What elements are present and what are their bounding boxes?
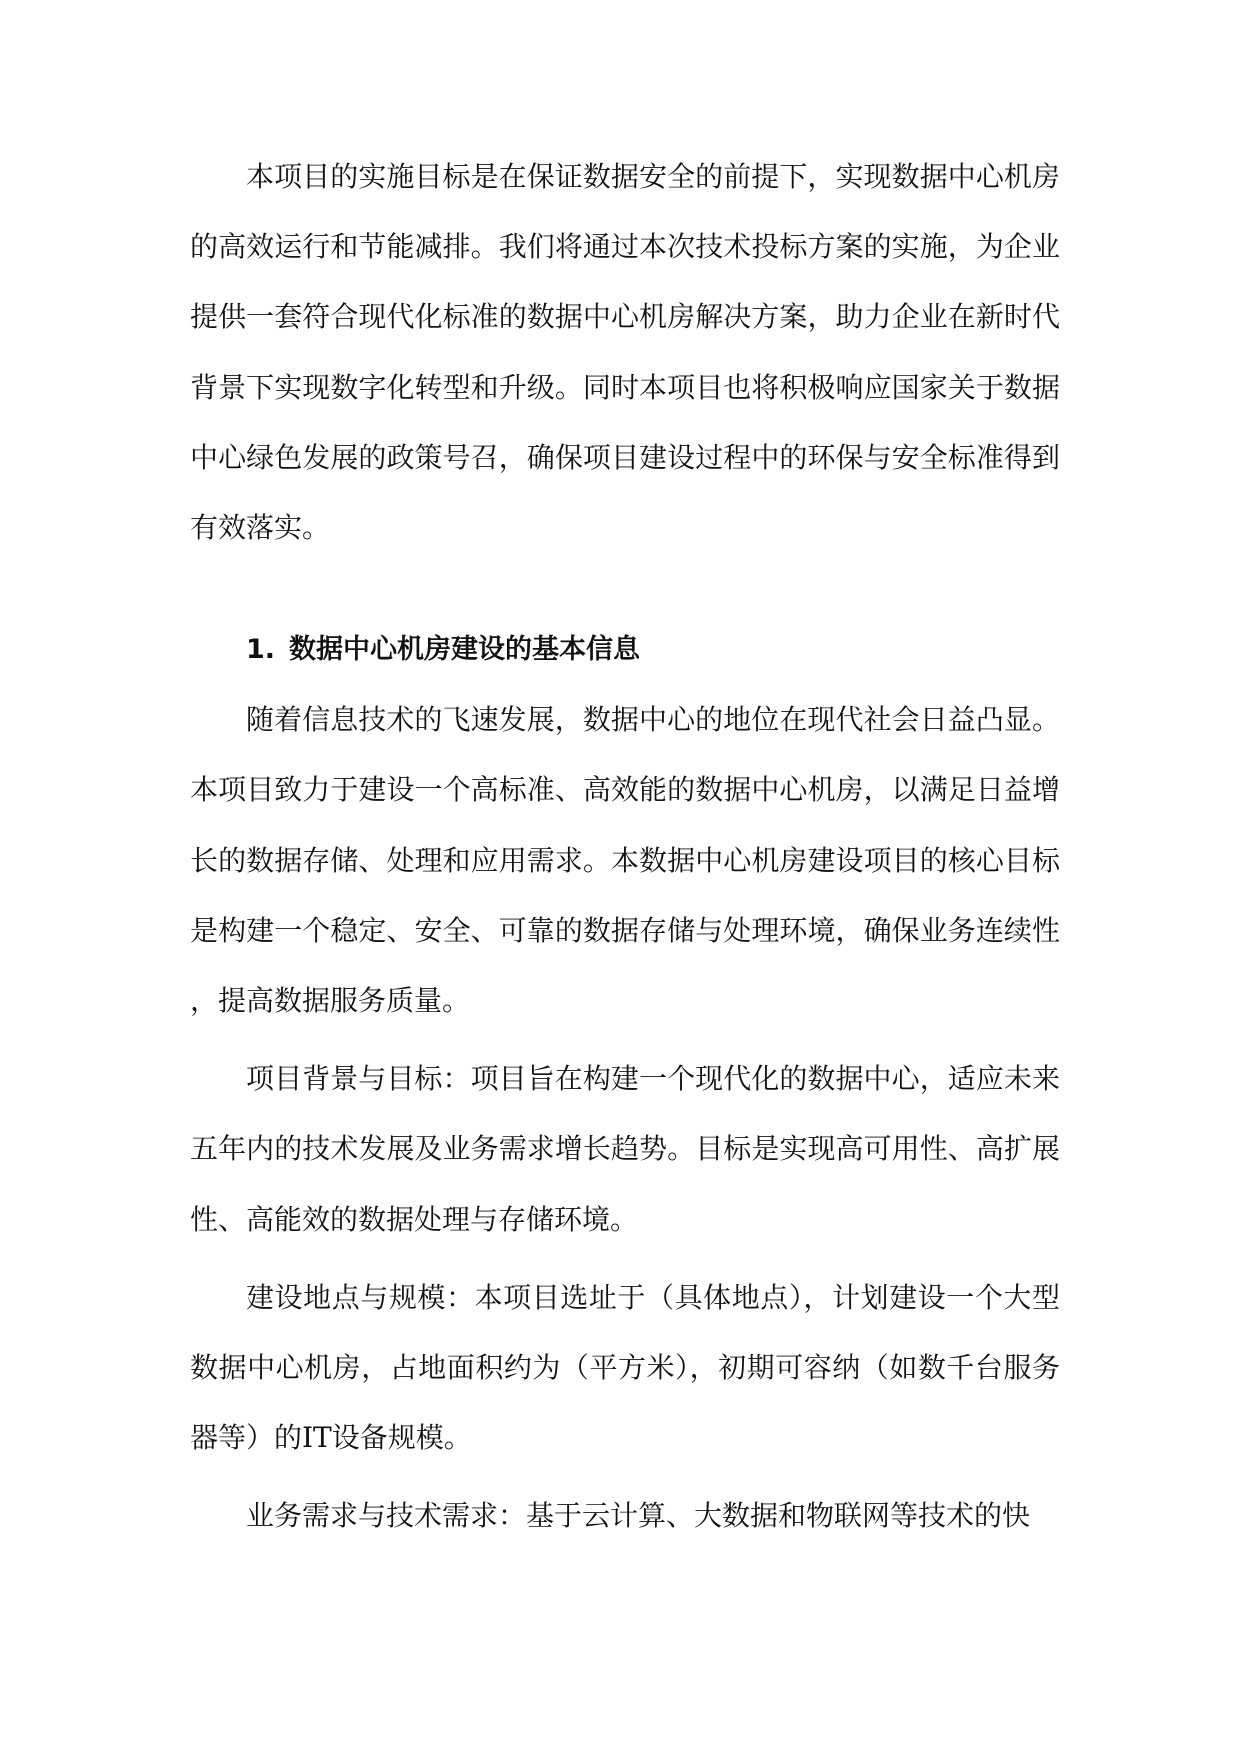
body-paragraph-requirements: 业务需求与技术需求：基于云计算、大数据和物联网等技术的快: [246, 1499, 1031, 1533]
section-title: 数据中心机房建设的基本信息: [289, 634, 641, 666]
section-number: 1.: [246, 634, 276, 666]
body-paragraph-overview: 随着信息技术的飞速发展，数据中心的地位在现代社会日益凸显。本项目致力于建设一个高标准、高效能的数据中心机房，以满足日益增长的数据存储、处理和应用需求。本数据中心机房建设项目的核心目标是构建一个稳定、安全、可靠的数据存储与处理环境，确保业务连续性，提高数据服务质量。: [190, 703, 1060, 1018]
body-paragraph-location: 建设地点与规模：本项目选址于（具体地点），计划建设一个大型数据中心机房，占地面积约为（平方米），初期可容纳（如数千台服务器等）的IT设备规模。: [190, 1280, 1060, 1455]
document-body: [190, 142, 1060, 1552]
section-heading: [190, 615, 1060, 685]
intro-paragraph: 本项目的实施目标是在保证数据安全的前提下，实现数据中心机房的高效运行和节能减排。我们将通过本次技术投标方案的实施，为企业提供一套符合现代化标准的数据中心机房解决方案，助力企业在新时代背景下实现数字化转型和升级。同时本项目也将积极响应国家关于数据中心绿色发展的政策号召，确保项目建设过程中的环保与安全标准得到有效落实。: [190, 160, 1060, 545]
body-paragraph-background: 项目背景与目标：项目旨在构建一个现代化的数据中心，适应未来五年内的技术发展及业务需求增长趋势。目标是实现高可用性、高扩展性、高能效的数据处理与存储环境。: [190, 1062, 1060, 1236]
